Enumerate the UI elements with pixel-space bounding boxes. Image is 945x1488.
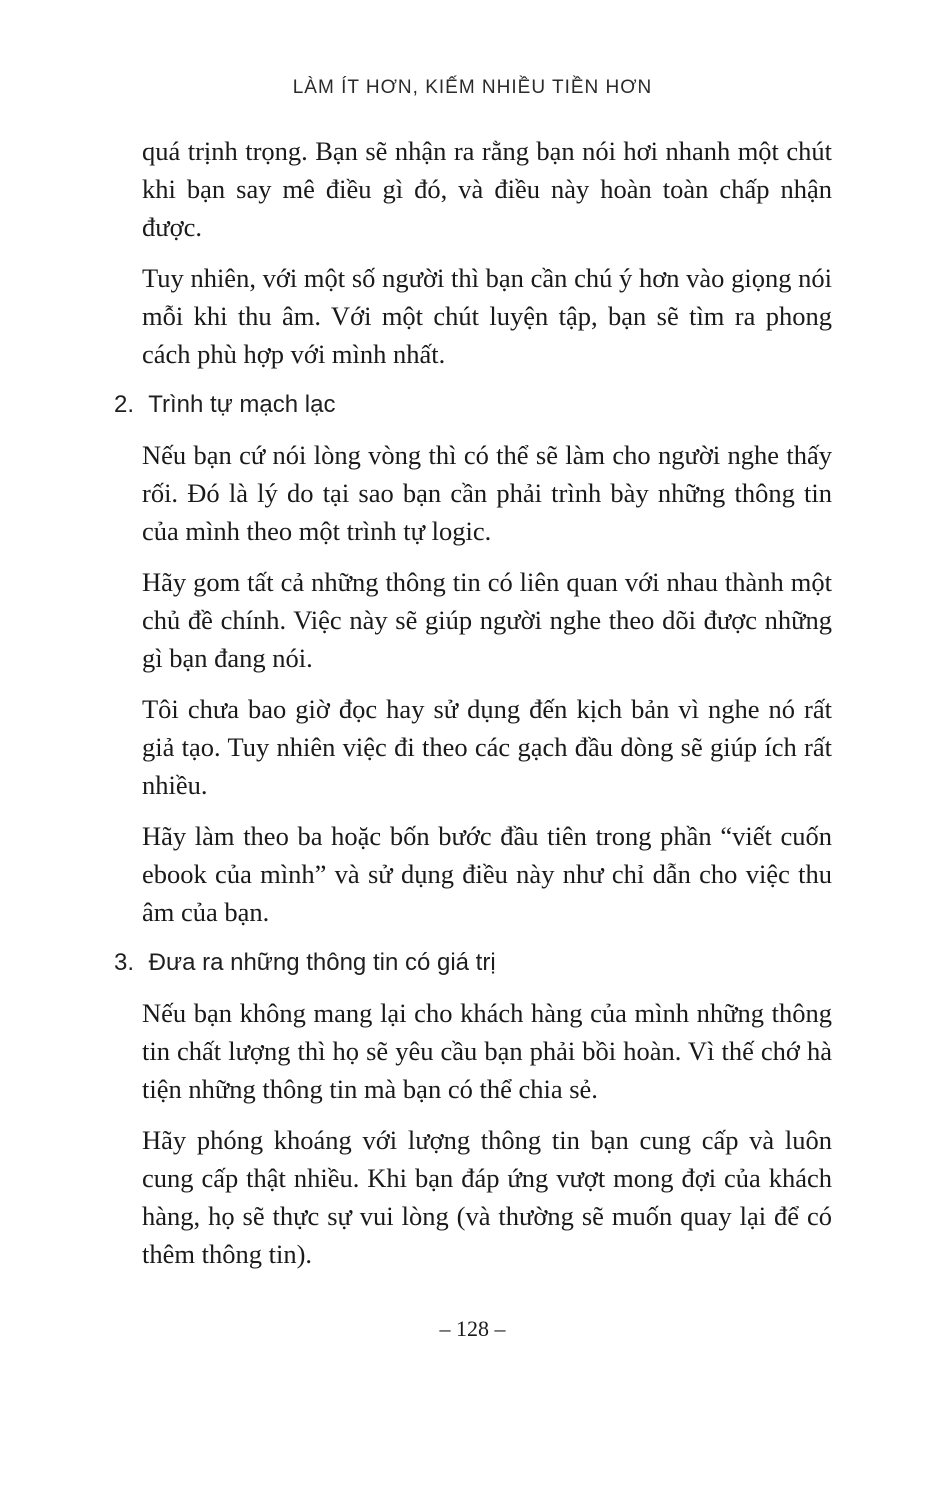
section-title: Đưa ra những thông tin có giá trị xyxy=(148,949,496,976)
section-heading-2 xyxy=(114,386,832,424)
paragraph: Tôi chưa bao giờ đọc hay sử dụng đến kịch bản vì nghe nó rất giả tạo. Tuy nhiên việc đi theo các gạch đầu dòng sẽ giúp ích rất nhiều. xyxy=(142,694,832,800)
page-number: – 128 – xyxy=(439,1316,506,1341)
page-body xyxy=(114,132,832,1286)
paragraph: quá trịnh trọng. Bạn sẽ nhận ra rằng bạn nói hơi nhanh một chút khi bạn say mê điều gì đó, và điều này hoàn toàn chấp nhận được. xyxy=(142,136,832,242)
section-number: 3. xyxy=(114,949,135,976)
paragraph: Nếu bạn cứ nói lòng vòng thì có thể sẽ làm cho người nghe thấy rối. Đó là lý do tại sao bạn cần phải trình bày những thông tin của mình theo một trình tự logic. xyxy=(142,440,832,546)
section-heading-3 xyxy=(114,944,832,982)
section-title: Trình tự mạch lạc xyxy=(148,391,336,418)
paragraph: Hãy phóng khoáng với lượng thông tin bạn cung cấp và luôn cung cấp thật nhiều. Khi bạn đáp ứng vượt mong đợi của khách hàng, họ sẽ thực sự vui lòng (và thường sẽ muốn quay lại để có thêm thông tin). xyxy=(142,1125,832,1269)
paragraph: Nếu bạn không mang lại cho khách hàng của mình những thông tin chất lượng thì họ sẽ yêu cầu bạn phải bồi hoàn. Vì thế chớ hà tiện những thông tin mà bạn có thể chia sẻ. xyxy=(142,998,832,1104)
paragraph: Hãy làm theo ba hoặc bốn bước đầu tiên trong phần “viết cuốn ebook của mình” và sử dụng điều này như chỉ dẫn cho việc thu âm của bạn. xyxy=(142,821,832,927)
section-number: 2. xyxy=(114,391,135,418)
running-header: LÀM ÍT HƠN, KIẾM NHIỀU TIỀN HƠN xyxy=(292,77,653,98)
paragraph: Hãy gom tất cả những thông tin có liên quan với nhau thành một chủ đề chính. Việc này sẽ giúp người nghe theo dõi được những gì bạn đang nói. xyxy=(142,567,832,673)
paragraph: Tuy nhiên, với một số người thì bạn cần chú ý hơn vào giọng nói mỗi khi thu âm. Với một chút luyện tập, bạn sẽ tìm ra phong cách phù hợp với mình nhất. xyxy=(142,263,832,369)
